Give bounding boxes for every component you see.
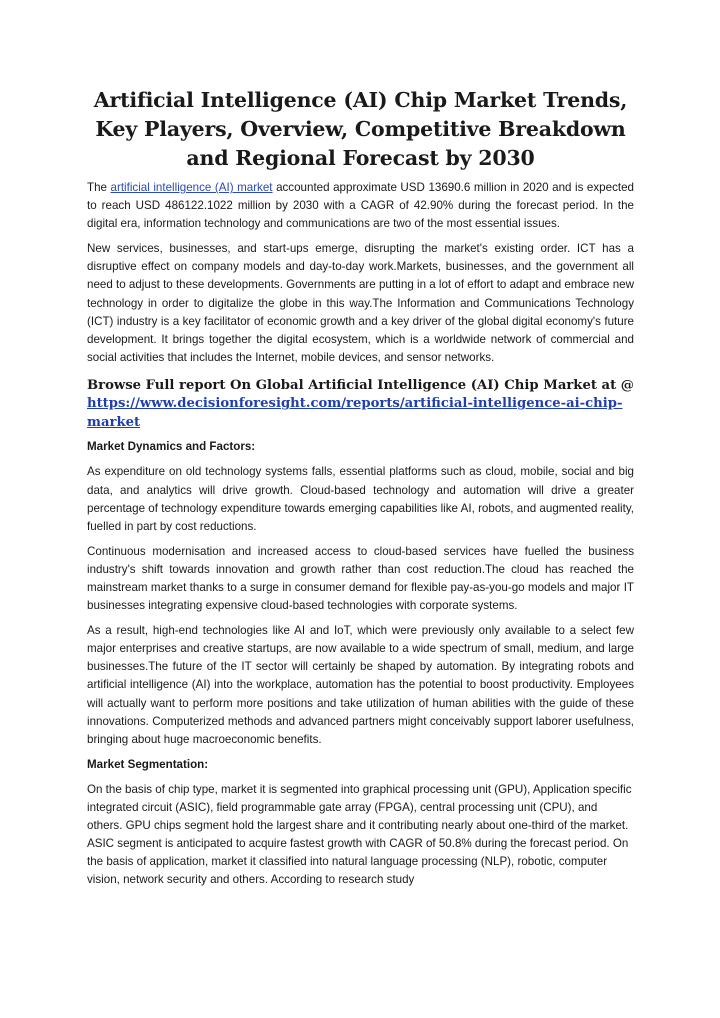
segmentation-heading: Market Segmentation: [87, 757, 209, 771]
intro-paragraph [87, 179, 634, 233]
browse-text: Browse Full report On Global Artificial Intelligence (AI) Chip Market at @ [87, 377, 634, 393]
browse-report [87, 377, 634, 433]
report-url-link[interactable]: https://www.decisionforesight.com/reports/artificial-intelligence-ai-chip-market [87, 396, 623, 430]
dynamics-heading: Market Dynamics and Factors: [87, 440, 256, 454]
ict-paragraph: New services, businesses, and start-ups emerge, disrupting the market's existing order. ICT has a disruptive effect on company models and day-to-day work.Markets, businesses, and the government all need to adjust to these developments. Governments are putting in a lot of effort to adapt and embrace new technology in order to digitalize the globe in this way.The Information and Communications Technology (ICT) industry is a key facilitator of economic growth and a key driver of the global digital economy's future development. It brings together the digital ecosystem, which is a worldwide network of commercial and social activities that includes the Internet, mobile devices, and sensor networks. [87, 242, 634, 364]
page-title: Artificial Intelligence (AI) Chip Market Trends, Key Players, Overview, Competitive Breakdown and Regional Forecast by 2030 [93, 88, 628, 170]
intro-rest: accounted approximate USD 13690.6 million in 2020 and is expected to reach USD 486122.1022 million by 2030 with a CAGR of 42.90% during the forecast period. In the digital era, information technology and communications are two of the most essential issues. [87, 181, 634, 231]
intro-lead: The [87, 181, 111, 194]
dynamics-paragraph-3: As a result, high-end technologies like AI and IoT, which were previously only available to a select few major enterprises and creative startups, are now available to a wide spectrum of small, medium, and large businesses.The future of the IT sector will certainly be shaped by automation. By integrating robots and artificial intelligence (AI) into the workplace, automation has the potential to boost productivity. Employees will actually want to perform more positions and take utilization of human abilities with the guide of these innovations. Computerized methods and advanced partners might conceivably support laborer usefulness, bringing about huge macroeconomic benefits. [87, 624, 634, 746]
segmentation-paragraph: On the basis of chip type, market it is segmented into graphical processing unit (GPU), Application specific integrated circuit (ASIC), field programmable gate array (FPGA), central processing unit (CPU), and others. GPU chips segment hold the largest share and it contributing nearly about one-third of the market. ASIC segment is anticipated to acquire fastest growth with CAGR of 50.8% during the forecast period. On the basis of application, market it classified into natural language processing (NLP), robotic, computer vision, network security and others. According to research study [87, 782, 632, 887]
dynamics-paragraph-2: Continuous modernisation and increased access to cloud-based services have fuelled the business industry's shift towards innovation and growth rather than cost reduction.The cloud has reached the mainstream market thanks to a surge in consumer demand for flexible pay-as-you-go models and major IT businesses integrating expensive cloud-based technologies with corporate systems. [87, 544, 634, 613]
dynamics-paragraph-1: As expenditure on old technology systems falls, essential platforms such as cloud, mobile, social and big data, and analytics will drive growth. Cloud-based technology and automation will drive a greater percentage of technology expenditure towards emerging capabilities like AI, robots, and augmented reality, fuelled in part by cost reductions. [87, 465, 634, 533]
ai-market-link[interactable]: artificial intelligence (AI) market [110, 181, 273, 194]
